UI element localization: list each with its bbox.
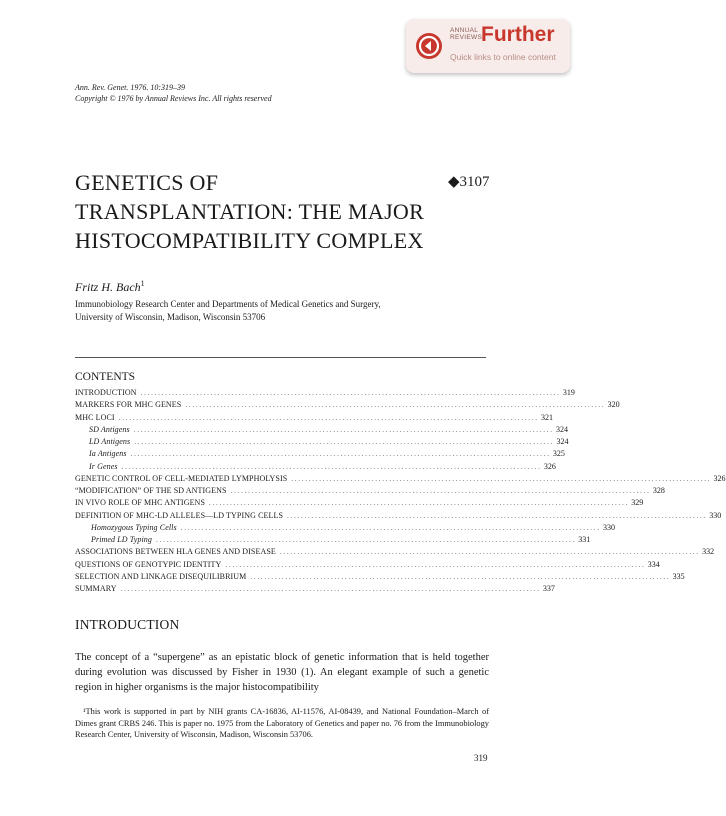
- toc-entry-page: 330: [602, 522, 615, 532]
- toc-leader-dots: . . . . . . . . . . . . . . . . . . . . . . . . . . . . . . . . . . . . . . . . . . . . . . . . . . . . . . . . . . . . . . . . . . . . . . . . . . . . . . . . . . . . . . . . . . . . . . . . . . . . . . . . . . . . . . . . . . . . . . . .: [133, 425, 552, 434]
- document-number: ◆3107: [448, 174, 490, 190]
- toc-leader-dots: . . . . . . . . . . . . . . . . . . . . . . . . . . . . . . . . . . . . . . . . . . . . . . . . . . . . . . . . . . . . . . . . . . . . . . . . . . . . . . . . . . . . . . . . . . . . . . . . . . . . . . . . . . . . . . . . . . . . . . . .: [156, 536, 575, 544]
- toc-entry-page: 324: [555, 424, 568, 434]
- toc-entry-label: DEFINITION OF MHC-LD ALLELES—LD TYPING CELLS: [75, 510, 284, 520]
- toc-entry-page: 328: [652, 486, 665, 495]
- toc-entry: [75, 448, 565, 460]
- toc-entry-page: 332: [702, 547, 715, 557]
- toc-entry-label: IN VIVO ROLE OF MHC ANTIGENS: [75, 498, 205, 508]
- toc-entry: [75, 497, 644, 509]
- introduction-heading: INTRODUCTION: [75, 617, 180, 632]
- toc-leader-dots: . . . . . . . . . . . . . . . . . . . . . . . . . . . . . . . . . . . . . . . . . . . . . . . . . . . . . . . . . . . . . . . . . . . . . . . . . . . . . . . . . . . . . . . . . . . . . . . . . . . . . . . . . . . . . . . . . . . . . . . .: [287, 511, 706, 520]
- table-of-contents: [75, 387, 726, 595]
- toc-leader-dots: . . . . . . . . . . . . . . . . . . . . . . . . . . . . . . . . . . . . . . . . . . . . . . . . . . . . . . . . . . . . . . . . . . . . . . . . . . . . . . . . . . . . . . . . . . . . . . . . . . . . . . . . . . . . . . . . . . . . . . . .: [225, 560, 644, 569]
- citation-line-2: Copyright © 1976 by Annual Reviews Inc. All rights reserved: [75, 94, 272, 103]
- title-line-2: TRANSPLANTATION: THE MAJOR: [75, 199, 425, 224]
- toc-entry: [75, 546, 715, 558]
- title-line-3: HISTOCOMPATIBILITY COMPLEX: [75, 228, 424, 253]
- toc-entry-page: 321: [540, 412, 553, 422]
- toc-entry-label: ASSOCIATIONS BETWEEN HLA GENES AND DISEASE: [75, 547, 276, 557]
- author-name: Fritz H. Bach$^1$: [75, 279, 145, 294]
- toc-entry-label: SUMMARY: [75, 584, 117, 593]
- toc-entry-label: “MODIFICATION” OF THE SD ANTIGENS: [75, 486, 227, 495]
- toc-entry-label: Ir Genes: [89, 461, 118, 471]
- toc-entry: [75, 534, 591, 546]
- toc-entry: [75, 485, 665, 497]
- toc-leader-dots: . . . . . . . . . . . . . . . . . . . . . . . . . . . . . . . . . . . . . . . . . . . . . . . . . . . . . . . . . . . . . . . . . . . . . . . . . . . . . . . . . . . . . . . . . . . . . . . . . . . . . . . . . . . . . . . . . . . . . . . .: [230, 487, 649, 495]
- toc-entry-label: INTRODUCTION: [75, 388, 137, 397]
- banner-annual-reviews-label: ANNUAL REVIEWS: [450, 27, 483, 41]
- toc-entry-page: 325: [552, 449, 565, 459]
- toc-entry-page: 326: [713, 473, 726, 483]
- article-title: [75, 168, 424, 255]
- contents-heading: CONTENTS: [75, 371, 136, 383]
- toc-entry-page: 320: [607, 400, 620, 410]
- toc-entry-label: Homozygous Typing Cells: [91, 522, 177, 532]
- toc-entry-page: 330: [709, 510, 722, 520]
- toc-leader-dots: . . . . . . . . . . . . . . . . . . . . . . . . . . . . . . . . . . . . . . . . . . . . . . . . . . . . . . . . . . . . . . . . . . . . . . . . . . . . . . . . . . . . . . . . . . . . . . . . . . . . . . . . . . . . . . . . . . . . . . . .: [291, 474, 710, 483]
- toc-leader-dots: . . . . . . . . . . . . . . . . . . . . . . . . . . . . . . . . . . . . . . . . . . . . . . . . . . . . . . . . . . . . . . . . . . . . . . . . . . . . . . . . . . . . . . . . . . . . . . . . . . . . . . . . . . . . . . . . . . . . . . . .: [134, 438, 553, 446]
- toc-leader-dots: . . . . . . . . . . . . . . . . . . . . . . . . . . . . . . . . . . . . . . . . . . . . . . . . . . . . . . . . . . . . . . . . . . . . . . . . . . . . . . . . . . . . . . . . . . . . . . . . . . . . . . . . . . . . . . . . . . . . . . . .: [130, 450, 549, 459]
- toc-entry-page: 331: [578, 535, 591, 544]
- toc-entry: [75, 424, 568, 436]
- journal-citation: [75, 82, 272, 104]
- toc-entry: [75, 571, 685, 583]
- play-circle-icon: [415, 32, 443, 60]
- toc-entry-label: MHC LOCI: [75, 412, 115, 422]
- toc-entry-label: SELECTION AND LINKAGE DISEQUILIBRIUM: [75, 571, 247, 581]
- page-number: 319: [474, 753, 488, 763]
- toc-entry-page: 335: [672, 571, 685, 581]
- toc-leader-dots: . . . . . . . . . . . . . . . . . . . . . . . . . . . . . . . . . . . . . . . . . . . . . . . . . . . . . . . . . . . . . . . . . . . . . . . . . . . . . . . . . . . . . . . . . . . . . . . . . . . . . . . . . . . . . . . . . . . . . . . .: [279, 548, 699, 557]
- toc-leader-dots: . . . . . . . . . . . . . . . . . . . . . . . . . . . . . . . . . . . . . . . . . . . . . . . . . . . . . . . . . . . . . . . . . . . . . . . . . . . . . . . . . . . . . . . . . . . . . . . . . . . . . . . . . . . . . . . . . . . . . . . .: [209, 499, 628, 508]
- toc-entry: [75, 473, 726, 485]
- toc-leader-dots: . . . . . . . . . . . . . . . . . . . . . . . . . . . . . . . . . . . . . . . . . . . . . . . . . . . . . . . . . . . . . . . . . . . . . . . . . . . . . . . . . . . . . . . . . . . . . . . . . . . . . . . . . . . . . . . . . . . . . . . .: [250, 572, 669, 581]
- toc-entry-page: 334: [647, 559, 660, 569]
- toc-entry-label: GENETIC CONTROL OF CELL-MEDIATED LYMPHOLYSIS: [75, 473, 288, 483]
- toc-entry-page: 319: [562, 388, 575, 397]
- toc-leader-dots: . . . . . . . . . . . . . . . . . . . . . . . . . . . . . . . . . . . . . . . . . . . . . . . . . . . . . . . . . . . . . . . . . . . . . . . . . . . . . . . . . . . . . . . . . . . . . . . . . . . . . . . . . . . . . . . . . . . . . . . .: [185, 401, 604, 410]
- author-affiliation: [75, 298, 495, 324]
- annual-reviews-further-banner[interactable]: [406, 19, 570, 73]
- banner-further-label: Further: [481, 23, 555, 46]
- footnote: ¹This work is supported in part by NIH grants CA-16836, AI-11576, AI-08439, and National Foundation–March of Dimes grant CRBS 246. This is paper no. 1975 from the Laboratory of Genetics and paper no. 76 from the Immunobiology Research Center, University of Wisconsin, Madison, Wisconsin 53706.: [75, 707, 489, 739]
- toc-entry-page: 329: [631, 498, 644, 508]
- toc-entry-label: Primed LD Typing: [91, 535, 153, 544]
- toc-leader-dots: . . . . . . . . . . . . . . . . . . . . . . . . . . . . . . . . . . . . . . . . . . . . . . . . . . . . . . . . . . . . . . . . . . . . . . . . . . . . . . . . . . . . . . . . . . . . . . . . . . . . . . . . . . . . . . . . . . . . . . . .: [121, 462, 540, 471]
- toc-leader-dots: . . . . . . . . . . . . . . . . . . . . . . . . . . . . . . . . . . . . . . . . . . . . . . . . . . . . . . . . . . . . . . . . . . . . . . . . . . . . . . . . . . . . . . . . . . . . . . . . . . . . . . . . . . . . . . . . . . . . . . . .: [118, 413, 537, 422]
- introduction-paragraph: The concept of a “supergene” as an epistatic block of genetic information that is held together during evolution was discussed by Fisher in 1930 (1). An elegant example of such a genetic region in higher organisms is the major histocompatibility: [75, 652, 489, 693]
- toc-entry: [75, 387, 575, 399]
- toc-entry: [75, 412, 553, 424]
- toc-entry-label: MARKERS FOR MHC GENES: [75, 400, 182, 410]
- toc-leader-dots: . . . . . . . . . . . . . . . . . . . . . . . . . . . . . . . . . . . . . . . . . . . . . . . . . . . . . . . . . . . . . . . . . . . . . . . . . . . . . . . . . . . . . . . . . . . . . . . . . . . . . . . . . . . . . . . . . . . . . . . .: [140, 389, 559, 397]
- toc-entry-page: 326: [543, 461, 556, 471]
- affiliation-line-1: Immunobiology Research Center and Departments of Medical Genetics and Surgery,: [75, 299, 381, 309]
- banner-subtitle: Quick links to online content: [450, 52, 556, 62]
- toc-entry-label: LD Antigens: [89, 437, 131, 446]
- toc-entry: [75, 399, 620, 411]
- toc-entry-label: SD Antigens: [89, 424, 130, 434]
- title-line-1: GENETICS OF: [75, 170, 219, 195]
- toc-entry: [75, 522, 615, 534]
- section-divider: [75, 357, 486, 358]
- toc-leader-dots: . . . . . . . . . . . . . . . . . . . . . . . . . . . . . . . . . . . . . . . . . . . . . . . . . . . . . . . . . . . . . . . . . . . . . . . . . . . . . . . . . . . . . . . . . . . . . . . . . . . . . . . . . . . . . . . . . . . . . . . .: [120, 585, 539, 593]
- toc-entry: [75, 510, 722, 522]
- toc-entry-label: QUESTIONS OF GENOTYPIC IDENTITY: [75, 559, 222, 569]
- toc-entry-page: 337: [542, 584, 555, 593]
- toc-entry: [75, 436, 569, 448]
- citation-line-1: Ann. Rev. Genet. 1976. 10:319–39: [75, 83, 186, 92]
- toc-entry: [75, 559, 660, 571]
- affiliation-line-2: University of Wisconsin, Madison, Wisconsin 53706: [75, 312, 266, 322]
- toc-entry: [75, 583, 555, 595]
- toc-entry: [75, 461, 556, 473]
- toc-leader-dots: . . . . . . . . . . . . . . . . . . . . . . . . . . . . . . . . . . . . . . . . . . . . . . . . . . . . . . . . . . . . . . . . . . . . . . . . . . . . . . . . . . . . . . . . . . . . . . . . . . . . . . . . . . . . . . . . . . . . . . . .: [180, 523, 599, 532]
- toc-entry-page: 324: [556, 437, 569, 446]
- toc-entry-label: Ia Antigens: [89, 449, 127, 459]
- author-footnote-mark: 1: [140, 279, 145, 288]
